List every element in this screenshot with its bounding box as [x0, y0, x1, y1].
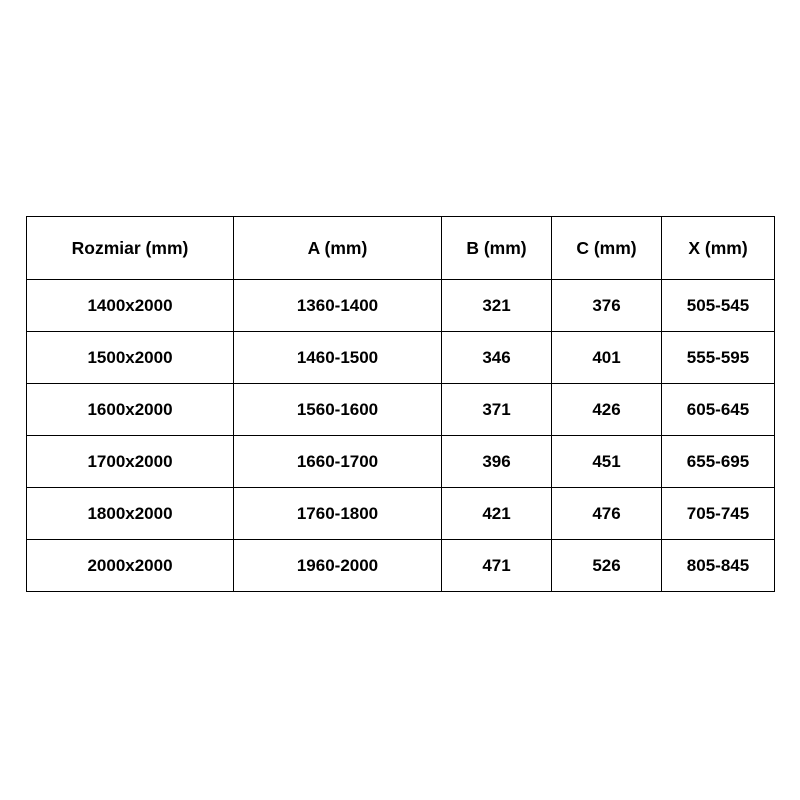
table-row — [27, 384, 775, 436]
cell-b: 371 — [442, 384, 552, 436]
cell-x: 655-695 — [662, 436, 775, 488]
table-row — [27, 540, 775, 592]
cell-a: 1360-1400 — [234, 280, 442, 332]
cell-c: 476 — [552, 488, 662, 540]
cell-c: 401 — [552, 332, 662, 384]
cell-b: 321 — [442, 280, 552, 332]
table-row — [27, 280, 775, 332]
cell-a: 1960-2000 — [234, 540, 442, 592]
cell-c: 526 — [552, 540, 662, 592]
table-head — [27, 217, 775, 280]
cell-a: 1460-1500 — [234, 332, 442, 384]
cell-x: 505-545 — [662, 280, 775, 332]
column-header-c: C (mm) — [552, 217, 662, 280]
cell-a: 1760-1800 — [234, 488, 442, 540]
specification-table-container — [26, 216, 774, 592]
table-row — [27, 436, 775, 488]
column-header-a: A (mm) — [234, 217, 442, 280]
cell-b: 421 — [442, 488, 552, 540]
cell-rozmiar: 1600x2000 — [27, 384, 234, 436]
cell-x: 705-745 — [662, 488, 775, 540]
table-header-row — [27, 217, 775, 280]
column-header-x: X (mm) — [662, 217, 775, 280]
cell-c: 426 — [552, 384, 662, 436]
cell-a: 1660-1700 — [234, 436, 442, 488]
cell-rozmiar: 1700x2000 — [27, 436, 234, 488]
cell-b: 346 — [442, 332, 552, 384]
cell-x: 605-645 — [662, 384, 775, 436]
cell-b: 471 — [442, 540, 552, 592]
cell-a: 1560-1600 — [234, 384, 442, 436]
table-body — [27, 280, 775, 592]
specification-table — [26, 216, 775, 592]
cell-rozmiar: 1400x2000 — [27, 280, 234, 332]
table-row — [27, 488, 775, 540]
column-header-rozmiar: Rozmiar (mm) — [27, 217, 234, 280]
cell-c: 376 — [552, 280, 662, 332]
cell-rozmiar: 2000x2000 — [27, 540, 234, 592]
column-header-b: B (mm) — [442, 217, 552, 280]
cell-b: 396 — [442, 436, 552, 488]
cell-rozmiar: 1500x2000 — [27, 332, 234, 384]
cell-rozmiar: 1800x2000 — [27, 488, 234, 540]
cell-x: 805-845 — [662, 540, 775, 592]
cell-c: 451 — [552, 436, 662, 488]
table-row — [27, 332, 775, 384]
cell-x: 555-595 — [662, 332, 775, 384]
